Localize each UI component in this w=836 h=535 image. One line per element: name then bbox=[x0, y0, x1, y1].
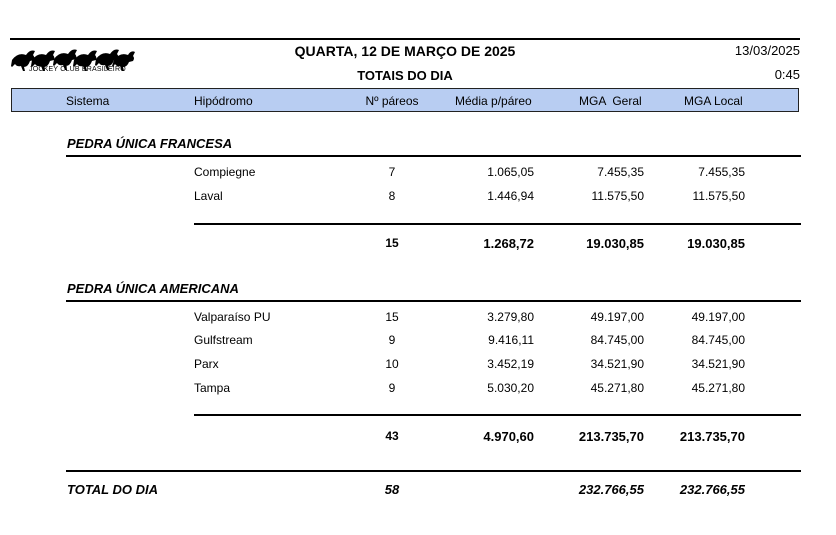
mga-local-cell: 84.745,00 bbox=[691, 333, 745, 347]
mga-geral-cell: 45.271,80 bbox=[590, 381, 644, 395]
column-header-mga-geral: MGA Geral bbox=[579, 94, 642, 108]
mga-local-cell: 7.455,35 bbox=[698, 165, 745, 179]
mga-geral-cell: 49.197,00 bbox=[590, 310, 644, 324]
section-title: PEDRA ÚNICA AMERICANA bbox=[67, 281, 239, 296]
total-rule bbox=[66, 470, 801, 472]
subtotal-media: 4.970,60 bbox=[483, 429, 534, 444]
column-header-media: Média p/páreo bbox=[455, 94, 532, 108]
hipodromo-cell: Compiegne bbox=[194, 165, 256, 179]
subtotal-mga-local: 19.030,85 bbox=[687, 236, 745, 251]
subtotal-rule bbox=[194, 414, 801, 416]
total-label: TOTAL DO DIA bbox=[67, 482, 158, 497]
pareos-cell: 15 bbox=[385, 310, 399, 324]
total-pareos: 58 bbox=[384, 482, 400, 497]
section-rule bbox=[66, 155, 801, 157]
report-title: TOTAIS DO DIA bbox=[357, 68, 453, 83]
subtotal-mga-geral: 19.030,85 bbox=[586, 236, 644, 251]
pareos-cell: 9 bbox=[388, 333, 396, 347]
pareos-cell: 8 bbox=[388, 189, 396, 203]
hipodromo-cell: Tampa bbox=[194, 381, 231, 395]
subtotal-pareos: 43 bbox=[385, 429, 399, 443]
logo-text: JOCKEY CLUB BRASILEIRO bbox=[29, 66, 126, 73]
report-date: 13/03/2025 bbox=[734, 43, 800, 58]
mga-local-cell: 34.521,90 bbox=[691, 357, 745, 371]
media-cell: 1.065,05 bbox=[487, 165, 534, 179]
mga-geral-cell: 34.521,90 bbox=[590, 357, 644, 371]
media-cell: 1.446,94 bbox=[487, 189, 534, 203]
subtotal-mga-local: 213.735,70 bbox=[679, 429, 745, 444]
mga-geral-cell: 84.745,00 bbox=[590, 333, 644, 347]
pareos-cell: 10 bbox=[385, 357, 399, 371]
mga-geral-cell: 7.455,35 bbox=[597, 165, 644, 179]
top-rule bbox=[10, 38, 800, 40]
report-time: 0:45 bbox=[774, 67, 800, 82]
column-header-pareos: Nº páreos bbox=[365, 94, 419, 108]
mga-local-cell: 45.271,80 bbox=[691, 381, 745, 395]
mga-geral-cell: 11.575,50 bbox=[591, 189, 644, 203]
section-title: PEDRA ÚNICA FRANCESA bbox=[67, 136, 233, 151]
column-header-hipodromo: Hipódromo bbox=[194, 94, 253, 108]
subtotal-pareos: 15 bbox=[385, 236, 399, 250]
pareos-cell: 7 bbox=[388, 165, 396, 179]
subtotal-rule bbox=[194, 223, 801, 225]
report-date-title: QUARTA, 12 DE MARÇO DE 2025 bbox=[294, 43, 516, 59]
total-mga-local: 232.766,55 bbox=[679, 482, 745, 497]
hipodromo-cell: Laval bbox=[194, 189, 223, 203]
mga-local-cell: 49.197,00 bbox=[691, 310, 745, 324]
column-header-mga-local: MGA Local bbox=[684, 94, 743, 108]
media-cell: 3.452,19 bbox=[487, 357, 534, 371]
media-cell: 3.279,80 bbox=[487, 310, 534, 324]
total-mga-geral: 232.766,55 bbox=[578, 482, 644, 497]
pareos-cell: 9 bbox=[388, 381, 396, 395]
mga-local-cell: 11.575,50 bbox=[692, 189, 745, 203]
hipodromo-cell: Valparaíso PU bbox=[194, 310, 271, 324]
hipodromo-cell: Gulfstream bbox=[194, 333, 253, 347]
hipodromo-cell: Parx bbox=[194, 357, 219, 371]
media-cell: 5.030,20 bbox=[487, 381, 534, 395]
subtotal-media: 1.268,72 bbox=[483, 236, 534, 251]
media-cell: 9.416,11 bbox=[488, 333, 534, 347]
column-header-sistema: Sistema bbox=[66, 94, 110, 108]
subtotal-mga-geral: 213.735,70 bbox=[578, 429, 644, 444]
section-rule bbox=[66, 300, 801, 302]
